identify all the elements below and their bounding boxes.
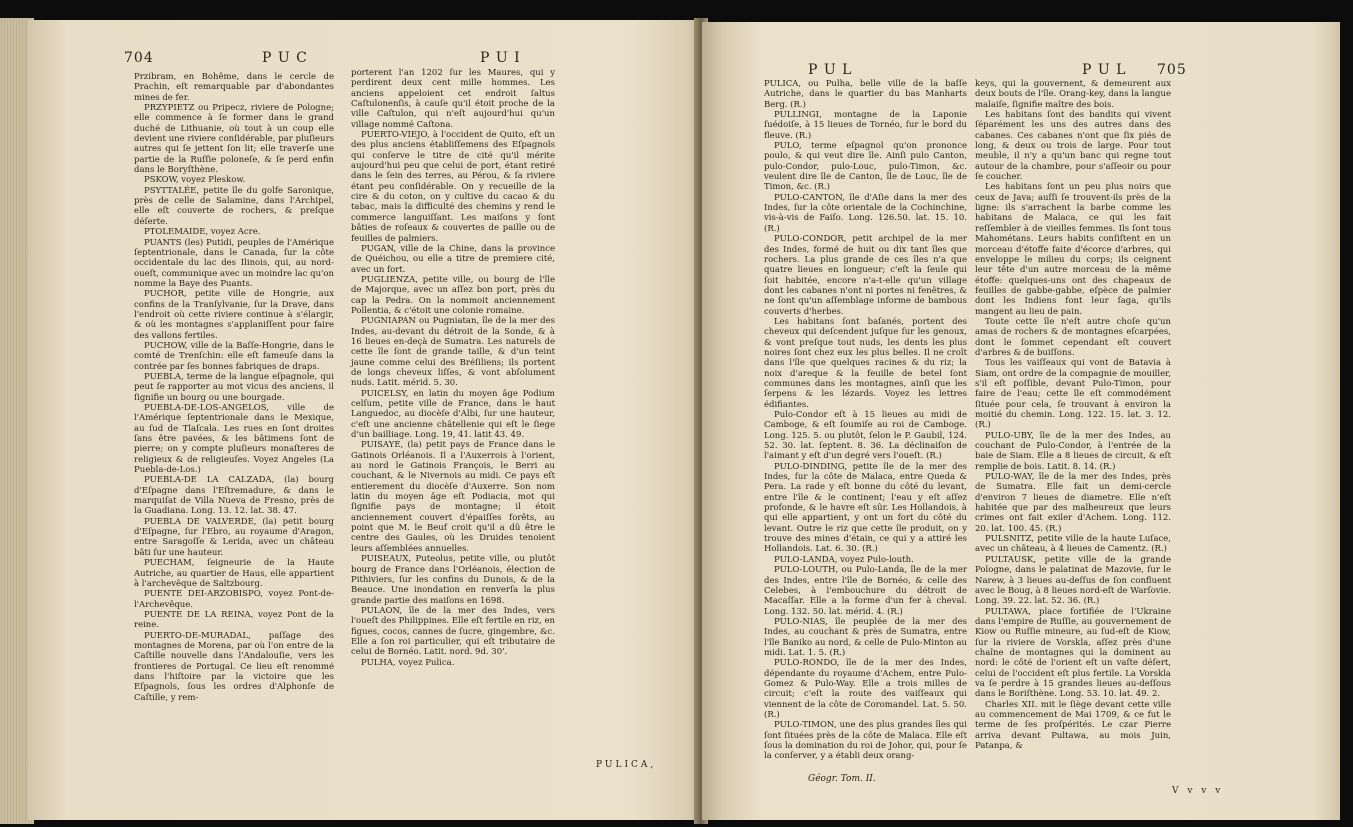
- entry: PUEBLA-DE LA CALZADA, (la) bourg d'Eſpagne dans l'Eſtremadure, & dans le marquiſat de Villa Nueva de Fresno, près de la Guadiana. Long. 13. 12. lat. 38. 47.: [134, 475, 334, 517]
- left-page-column-1: [134, 72, 334, 703]
- entry: Les habitans ſont baſanés, portent des cheveux qui deſcendent juſque ſur les genoux, & vont preſque tout nuds, les dents les plus noires ſont chez eux les plus belles. Il ne croît dans l'île que quelques racines & du riz; la noix d'areque & la feuille de betel ſont communes dans les montagnes, ainſi que les ſerpens & les lézards. Voyez les lettres édifiantes.: [764, 316, 967, 410]
- entry: PUISAYE, (la) petit pays de France dans le Gatinois Orléanois. Il a l'Auxerrois à l'orient, au nord le Gatinois François, le Berri au couchant, & le Nivernois au midi. Ce pays eſt entierement du diocèſe d'Auxerre. Son nom latin du moyen âge eſt Podiacia, mot qui ſignifie pays de montagne; il étoit anciennement couvert d'épaiſſes forêts, au point que M. le Beuf croit qu'il a dû être le centre des Gaules, où les Druides tenoient leurs aſſemblées annuelles.: [351, 440, 555, 554]
- right-page-column-1: [764, 79, 967, 762]
- entry: PUERTO-VIEJO, à l'occident de Quito, eſt un des plus anciens établiſſemens des Eſpagnols qui conſerve le titre de cité qu'il mérite aujourd'hui peu que celui de port, étant retiré dans le ſein des terres, au Pérou, & ſa riviere étant peu conſidérable. On y recueille de la cire & du coton, on y cultive du cacao & du tabac, mais la difficulté des chemins y rend le commerce languiſſant. Les maiſons y ſont bâties de roſeaux & couvertes de paille ou de feuilles de palmiers.: [351, 130, 555, 244]
- entry: keys, qui la gouvernent, & demeurent aux deux bouts de l'île. Orang-key, dans la langue malaiſe, ſignifie maître des bois.: [975, 79, 1171, 110]
- left-page: [28, 20, 700, 820]
- entry: PULO-UBY, île de la mer des Indes, au couchant de Pulo-Condor, à l'entrée de la baie de Siam. Elle a 8 lieues de circuit, & eſt remplie de bois. Latit. 8. 14. (R.): [975, 430, 1171, 472]
- entry: PULO-CONDOR, petit archipel de la mer des Indes, formé de huit ou dix tant îles que rochers. La plus grande de ces îles n'a que quatre lieues en longueur; c'eſt la ſeule qui ſoit habitée, encore n'a-t-elle qu'un village dont les cabanes n'ont ni portes ni fenêtres, & ne ſont qu'un aſſemblage informe de bambous couverts d'herbes.: [764, 234, 967, 317]
- entry: PULSNITZ, petite ville de la haute Luſace, avec un château, à 4 lieues de Camentz. (R.): [975, 534, 1171, 555]
- entry: Les habitans ſont des bandits qui vivent ſéparément les uns des autres dans des cabanes. Ces cabanes n'ont que ſix piés de long, & deux ou trois de large. Pour tout meuble, il n'y a qu'un banc qui regne tout autour de la chambre, pour s'aſſeoir ou pour ſe coucher.: [975, 110, 1171, 183]
- left-page-column-2: [351, 68, 555, 668]
- entry: Les habitans ſont un peu plus noirs que ceux de Java; auſſi ſe trouvent-ils près de la ligne: ils s'arrachent la barbe comme les habitans de Malaca, ce qui les fait reſſembler à de vieilles femmes. Ils ſont tous Mahométans. Leurs habits conſiſtent en un morceau d'étoffe faite d'écorce d'arbres, qui enveloppe le milieu du corps; ils ceignent leur tête d'un autre morceau de la même étoffe: quelques-uns ont des chapeaux de feuilles de gabbe-gabbe, eſpèce de palmier dont les Indiens font leur ſaga, qu'ils mangent au lieu de pain.: [975, 182, 1171, 317]
- entry: PULO-DINDING, petite île de la mer des Indes, ſur la côte de Malaca, entre Queda & Pera. La rade y eſt bonne du côté du levant, entre l'île & le continent; l'eau y eſt aſſez profonde, & le havre eſt sûr. Les Hollandois, à qui elle appartient, y ont un fort du côté du levant. Outre le riz que cette île produit, on y trouve des mines d'étain, ce qui y a attiré les Hollandois. Lat. 6. 30. (R.): [764, 461, 967, 555]
- entry: PULO-LANDA, voyez Pulo-louth.: [774, 554, 914, 565]
- catchword: PULICA,: [596, 760, 657, 770]
- entry: Tous les vaiſſeaux qui vont de Batavia à Siam, ont ordre de la compagnie de mouiller, s'il eſt poſſible, devant Pulo-Timon, pour faire de l'eau; cette île eſt commodément ſituée pour cela, ſe trouvant à environ la moitié du chemin. Long. 122. 15. lat. 3. 12. (R.): [975, 358, 1171, 431]
- running-head-left: P U C: [262, 50, 308, 66]
- entry: PULO-NIAS, île peuplée de la mer des Indes, au couchant & près de Sumatra, entre l'île Baniko au nord, & celle de Pulo-Minton au midi. Lat. 1. 5. (R.): [764, 616, 967, 658]
- entry: PUANTS (les) Putidi, peuples de l'Amérique ſeptentrionale, dans le Canada, ſur la côte occidentale du lac des Ilinois, qui, au nord-oueſt, communique avec un moindre lac qu'on nomme la Baye des Puants.: [134, 237, 334, 289]
- entry: PULLINGI, montagne de la Laponie ſuédoiſe, à 15 lieues de Tornéo, ſur le bord du fleuve. (R.): [764, 110, 967, 141]
- entry: PSYTTALÉE, petite île du golfe Saronique, près de celle de Salamine, dans l'Archipel, elle eſt couverte de rochers, & preſque déſerte.: [134, 185, 334, 227]
- entry: PUGNIAPAN ou Pugniatan, île de la mer des Indes, au-devant du détroit de la Sonde, & à 16 lieues en-deçà de Sumatra. Les naturels de cette île ſont de grande taille, & d'un teint jaune comme celui des Bréſiliens; ils portent de longs cheveux liſſes, & vont abſolument nuds. Latit. mérid. 5. 30.: [351, 316, 555, 389]
- entry: PULO-CANTON, île d'Aſie dans la mer des Indes, ſur la côte orientale de la Cochinchine, vis-à-vis de Faiſo. Long. 126.50. lat. 15. 10. (R.): [764, 192, 967, 234]
- page-number: 705: [1157, 62, 1187, 78]
- entry: PSKOW, voyez Pleskow.: [144, 175, 246, 186]
- entry: PUECHAM, ſeigneurie de la Haute Autriche, au quartier de Haus, elle appartient à l'archevêque de Saltzbourg.: [134, 558, 334, 589]
- entry: PUEBLA DE VALVERDE, (la) petit bourg d'Eſpagne, ſur l'Ebro, au royaume d'Aragon, entre Saragoſſe & Lerida, avec un château bâti ſur une hauteur.: [134, 516, 334, 558]
- entry: PULO-RONDO, île de la mer des Indes, dépendante du royaume d'Achem, entre Pulo-Gomez & Pulo-Way. Elle a trois milles de circuit; c'eſt la route des vaiſſeaux qui viennent de la côte de Coromandel. Lat. 5. 50. (R.): [764, 658, 967, 720]
- entry: PUENTE DE LA REINA, voyez Pont de la reine.: [134, 609, 334, 631]
- entry: porterent l'an 1202 ſur les Maures, qui y perdirent deux cent mille hommes. Les anciens appeloient cet endroit ſaltus Caſtulonenſis, à cauſe qu'il étoit proche de la ville Caſtulon, qui n'eſt aujourd'hui qu'un village nommé Caſtona.: [351, 68, 555, 130]
- entry: Toute cette île n'eſt autre choſe qu'un amas de rochers & de montagnes eſcarpées, dont le ſommet cependant eſt couvert d'arbres & de buiſſons.: [975, 316, 1171, 358]
- running-head-right: P U I: [480, 50, 521, 66]
- running-head-left: P U L: [808, 62, 853, 78]
- entry: PULAON, île de la mer des Indes, vers l'oueſt des Philippines. Elle eſt fertile en riz, en figues, cocos, cannes de ſucre, gingembre, &c. Elle a ſon roi particulier, qui eſt tributaire de celui de Bornéo. Latit. nord. 9d. 30'.: [351, 605, 555, 658]
- entry: PULO-WAY, île de la mer des Indes, près de Sumatra. Elle fait un demi-cercle d'environ 7 lieues de diametre. Elle n'eſt habitée que par des malheureux que leurs crimes ont fait exiler d'Achem. Long. 112. 20. lat. 100. 45. (R.): [975, 472, 1171, 534]
- entry: PUISEAUX, Puteolus, petite ville, ou plutôt bourg de France dans l'Orléanois, élection de Pithiviers, ſur les confins du Dunois, & de la Beauce. Une inondation en renverſa la plus grande partie des maiſons en 1698.: [351, 554, 555, 606]
- entry: Pulo-Condor eſt à 15 lieues au midi de Camboge, & eſt ſoumiſe au roi de Camboge. Long. 125. 5. ou plutôt, ſelon le P. Gaubil, 124. 52. 30. lat. ſeptent. 8. 36. La déclinaiſon de l'aimant y eſt d'un degré vers l'oueſt. (R.): [764, 410, 967, 462]
- entry: PULTAWA, place fortifiée de l'Ukraine dans l'empire de Ruſſie, au gouvernement de Kiow ou Ruſſie mineure, au ſud-eſt de Kiow, ſur la riviere de Vorskla, aſſez près d'une chaîne de montagnes qui la dominent au nord: le côté de l'orient eſt un vaſte déſert, celui de l'occident eſt plus fertile. La Vorskla va ſe perdre à 15 grandes lieues au-deſſous dans le Boriſthène. Long. 53. 10. lat. 49. 2.: [975, 606, 1171, 700]
- entry: PULICA, ou Pulha, belle ville de la baſſe Autriche, dans le quartier du bas Manharts Berg. (R.): [764, 79, 967, 110]
- entry: PULHA, voyez Pulica.: [361, 657, 455, 668]
- right-page: [702, 22, 1340, 820]
- footnote: Géogr. Tom. II.: [808, 774, 876, 784]
- entry: PRZYPIETZ ou Pripecz, riviere de Pologne; elle commence à ſe former dans le grand duché de Lithuanie, où tout à un coup elle devient une riviere conſidérable, par pluſieurs autres qui ſe jettent ſon lit; elle traverſe une partie de la Ruſſie poloneſe, & ſe perd enfin dans le Boryſthène.: [134, 103, 334, 176]
- entry: PUEBLA-DE-LOS-ANGELOS, ville de l'Amérique ſeptentrionale dans le Mexique, au ſud de Tlaſcala. Les rues en ſont droites ſans être pavées, & les bâtimens ſont de pierre; on y compte pluſieurs monaſteres de religieux & de religieuſes. Voyez Angeles (La Puebla-de-Los.): [134, 403, 334, 476]
- entry: PUICELSY, en latin du moyen âge Podium celſum, petite ville de France, dans le haut Languedoc, au diocèſe d'Albi, ſur une hauteur, c'eſt une ancienne châtellenie qui eſt le ſiege d'un bailliage. Long. 19, 41. latit 43. 49.: [351, 388, 555, 441]
- entry: Charles XII. mit le ſiège devant cette ville au commencement de Mai 1709, & ce fut le terme de ſes proſpérités. Le czar Pierre arriva devant Pultawa, au mois Juin, Patanpa, &: [975, 699, 1171, 751]
- entry: PULO-LOUTH, ou Pulo-Landa, île de la mer des Indes, entre l'île de Bornéo, & celle des Celebes, à l'embouchure du détroit de Macaſſar. Elle a la forme d'un fer à cheval. Long. 132. 50. lat. mérid. 4. (R.): [764, 565, 967, 617]
- running-head-right: P U L: [1082, 62, 1127, 78]
- entry: PUEBLA, terme de la langue eſpagnole, qui peut ſe rapporter au mot vicus des anciens, il ſignifie un bourg ou une bourgade.: [134, 371, 334, 403]
- entry: PUCHOW, ville de la Baſſe-Hongrie, dans le comté de Trenſchin: elle eſt fameuſe dans la contrée par ſes bonnes fabriques de draps.: [134, 340, 334, 372]
- entry: PTOLEMAIDE, voyez Acre.: [144, 227, 261, 238]
- signature-mark: V v v v: [1172, 786, 1224, 796]
- entry: PUGAN, ville de la Chine, dans la province de Quéichou, ou elle a titre de premiere cité, avec un fort.: [351, 243, 555, 275]
- entry: PUGLIENZA, petite ville, ou bourg de l'île de Majorque, avec un aſſez bon port, près du cap la Pedra. On la nommoit anciennement Pollentia, & c'étoit une colonie romaine.: [351, 274, 555, 316]
- right-page-column-2: [975, 79, 1171, 751]
- entry: PULTAUSK, petite ville de la grande Pologne, dans le palatinat de Mazovie, ſur le Narew, à 3 lieues au-deſſus de ſon confluent avec le Boug, à 8 lieues nord-eſt de Warſovie. Long. 39. 22. lat. 52. 36. (R.): [975, 554, 1171, 607]
- entry: PUERTO-DE-MURADAL, paſſage des montagnes de Morena, par où l'on entre de la Caſtille nouvelle dans l'Andalouſie, vers les frontieres de Portugal. Ce lieu eſt renommé dans l'hiſtoire par la victoire que les Eſpagnols, ſous les ordres d'Alphonſe de Caſtille, y rem-: [134, 630, 334, 703]
- entry: PUCHOR, petite ville de Hongrie, aux confins de la Tranſylvanie, ſur la Drave, dans l'endroit où cette riviere continue à s'élargir, & où les montagnes s'applaniſſent pour faire des vallons fertiles.: [134, 289, 334, 341]
- entry: Przibram, en Bohême, dans le cercle de Prachin, eſt remarquable par d'abondantes mines de fer.: [134, 72, 334, 103]
- entry: PUENTE DEI-ARZOBISPO, voyez Pont-de-l'Archevêque.: [134, 589, 334, 610]
- entry: PULO, terme eſpagnol qu'on prononce poulo, & qui veut dire île. Ainſi pulo Canton, pulo-Condor, pulo-Louc, pulo-Timon, &c. veulent dire île de Canton, île de Louc, île de Timon, &c. (R.): [764, 141, 967, 193]
- entry: PULO-TIMON, une des plus grandes îles qui ſont ſituées près de la côte de Malaca. Elle eſt ſous la domination du roi de Johor, qui, pour ſe la conſerver, y a établi deux orang-: [764, 720, 967, 762]
- page-number: 704: [124, 50, 154, 66]
